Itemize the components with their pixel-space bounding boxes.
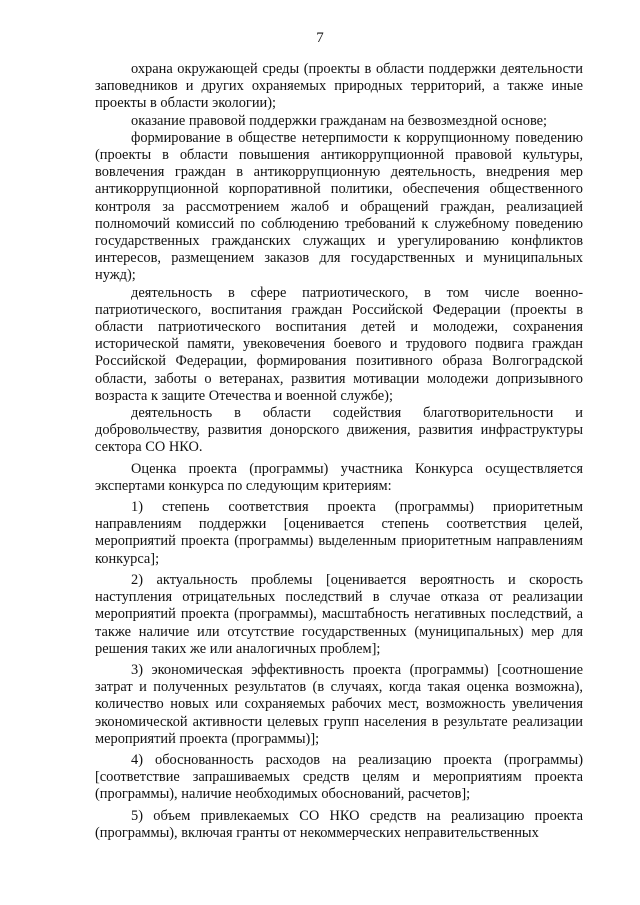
criterion-4: 4) обоснованность расходов на реализацию проекта (программы) [соответствие запрашиваемых средств целям и мероприятиям проекта (программы), наличие необходимых обоснований, расчетов]; [95,751,583,803]
criterion-3: 3) экономическая эффективность проекта (программы) [соотношение затрат и полученных результатов (в случаях, когда такая оценка возможна), количество новых или сохраняемых рабочих мест, возможность увеличения экономической активности целевых групп населения в результате реализации мероприятий проекта (программы)]; [95,661,583,747]
paragraph-evaluation-intro: Оценка проекта (программы) участника Конкурса осуществляется экспертами конкурса по следующим критериям: [95,460,583,494]
paragraph-anticorruption: формирование в обществе нетерпимости к коррупционному поведению (проекты в области повышения антикоррупционной правовой культуры, вовлечения граждан в антикоррупционную деятельность, внедрения мер антикоррупционной корпоративной политики, обеспечения общественного контроля за рассмотрением жалоб и обращений граждан, реализацией полномочий комиссий по соблюдению требований к служебному поведению государственных гражданских служащих и урегулированию конфликтов интересов, размещением заказов для государственных и муниципальных нужд); [95,129,583,284]
criterion-5: 5) объем привлекаемых СО НКО средств на реализацию проекта (программы), включая гранты от некоммерческих неправительственных [95,807,583,841]
criterion-2: 2) актуальность проблемы [оценивается вероятность и скорость наступления отрицательных последствий в случае отказа от реализации мероприятий проекта (программы), масштабность негативных последствий, а также наличие или отсутствие государственных (муниципальных) мер для решения таких же или аналогичных проблем]; [95,571,583,657]
criterion-1: 1) степень соответствия проекта (программы) приоритетным направлениям поддержки [оценивается степень соответствия целей, мероприятий проекта (программы) выделенным приоритетным направлениям конкурса]; [95,499,583,567]
paragraph-patriotic: деятельность в сфере патриотического, в том числе военно-патриотического, воспитания граждан Российской Федерации (проекты в области патриотического воспитания детей и молодежи, сохранения исторической памяти, увековечения боевого и трудового подвига граждан Российской Федерации, формирования позитивного образа Волгоградской области, заботы о ветеранах, развития мотивации молодежи допризывного возраста к защите Отечества и военной службе); [95,284,583,404]
paragraph-ecology: охрана окружающей среды (проекты в области поддержки деятельности заповедников и других охраняемых природных территорий, а также иные проекты в области экологии); [95,61,583,112]
document-body [95,61,583,842]
paragraph-legal-support: оказание правовой поддержки гражданам на безвозмездной основе; [131,112,548,129]
paragraph-charity: деятельность в области содействия благотворительности и добровольчеству, развития донорского движения, развития инфраструктуры сектора СО НКО. [95,405,583,456]
page-number: 7 [316,30,324,46]
